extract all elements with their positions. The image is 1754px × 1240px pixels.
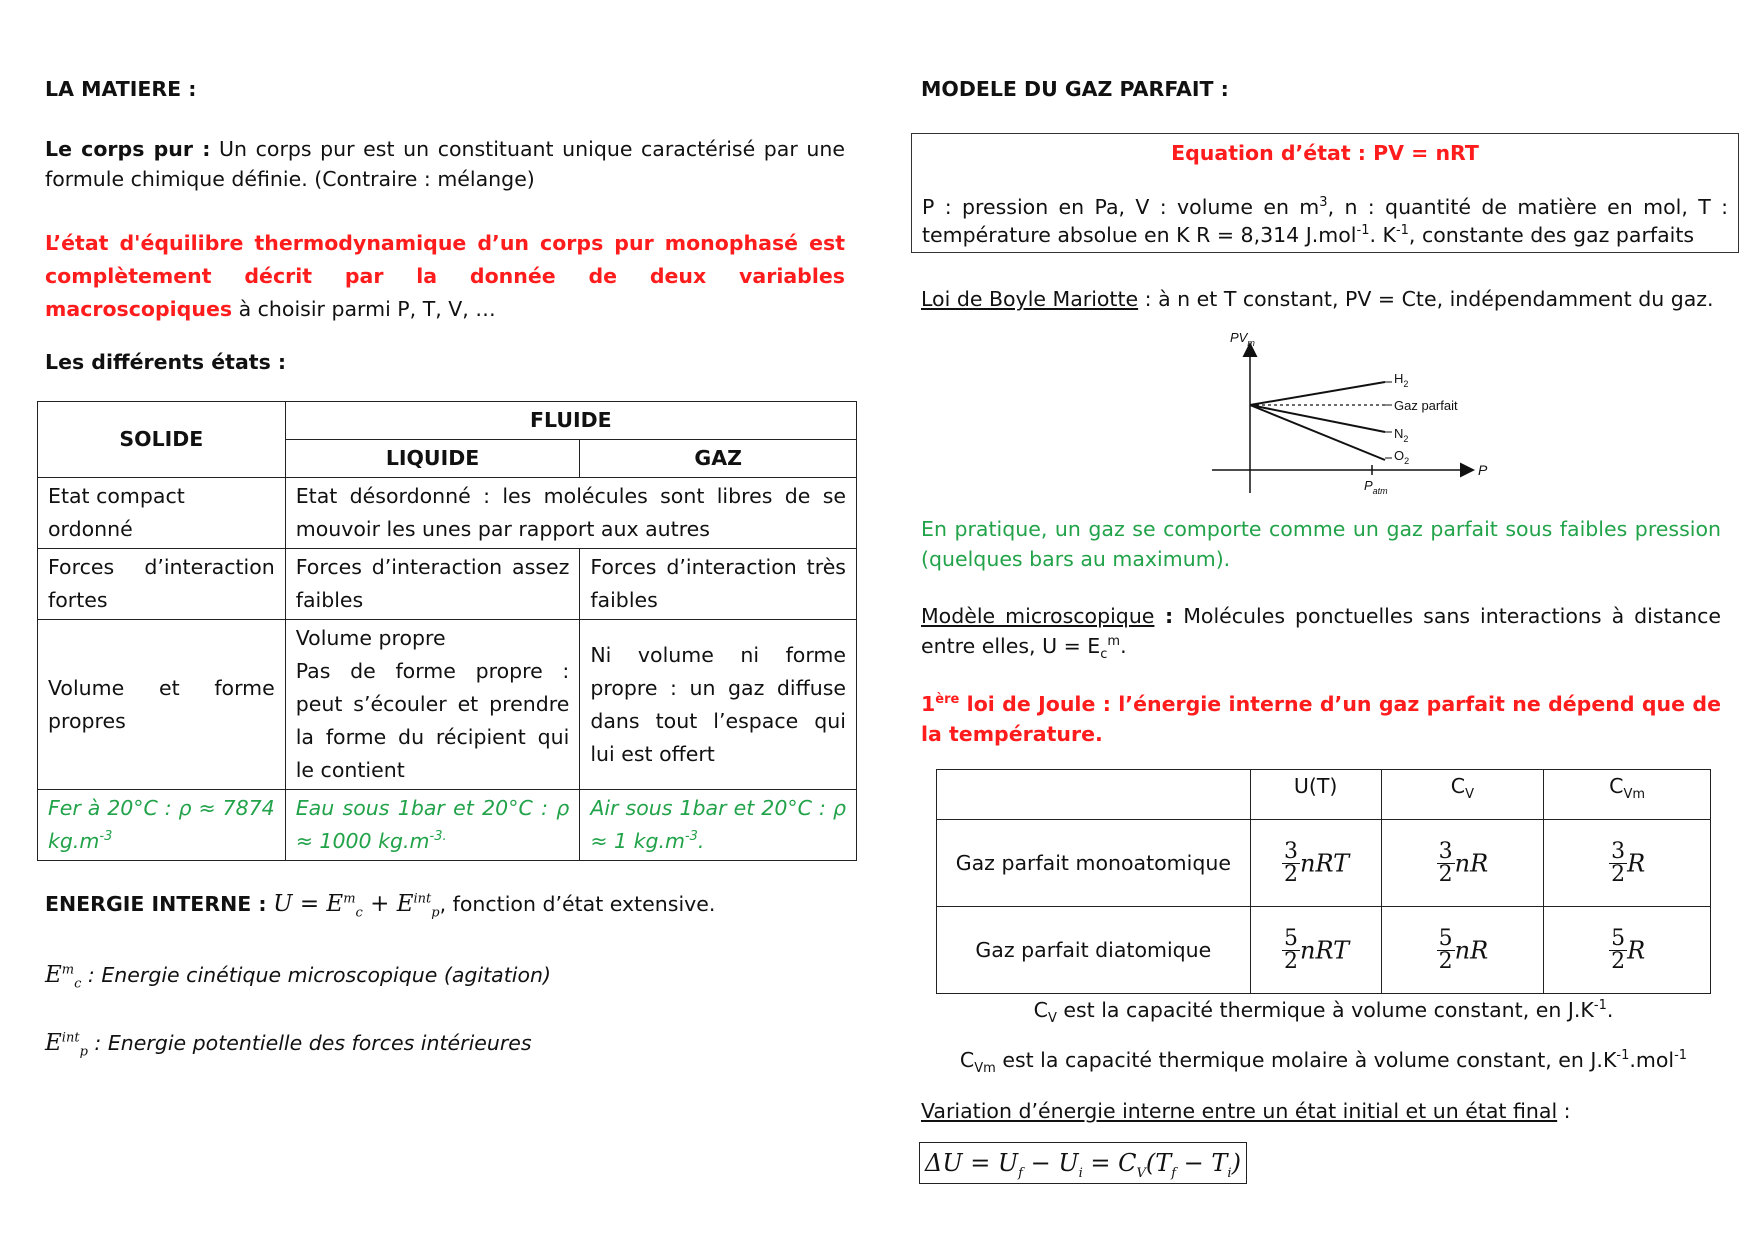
header-liquide: LIQUIDE [285, 440, 580, 478]
box-exp-2: -1 [1395, 223, 1409, 239]
energie-interne-line [45, 889, 715, 919]
box-line-2-c: , constante des gaz parfaits [1408, 223, 1695, 247]
eau-density: Eau sous 1bar et 20°C : ρ ≈ 1000 kg.m [295, 796, 570, 853]
fer-density: Fer à 20°C : ρ ≈ 7874 kg.m [48, 796, 275, 853]
variation-colon: : [1557, 1099, 1571, 1123]
joule-sup: ère [935, 692, 960, 708]
ep-sub-p: p [79, 1044, 88, 1060]
micro-text: Molécules ponctuelles sans interactions à distance entre elles, U = E [921, 604, 1721, 658]
delta-u-formula-box [919, 1142, 1247, 1184]
gas-header-ut: U(T) [1250, 770, 1381, 820]
cell-r3-liquide [285, 620, 580, 790]
cell-r2-solide: Forces d’interaction fortes [38, 549, 286, 620]
du-c: = C [1082, 1149, 1137, 1177]
ec-symbol [45, 962, 82, 992]
du-sub-v: V [1136, 1165, 1146, 1181]
graph-o2-label: $O_2$ [1394, 448, 1410, 466]
cvm-text: est la capacité thermique molaire à volume constant, en J.K [995, 1048, 1617, 1072]
energie-sup-m: m [343, 891, 356, 907]
cell-r2-gaz: Forces d’interaction très faibles [580, 549, 857, 620]
box-line-1 [922, 192, 1728, 222]
ep-line [45, 1028, 532, 1058]
gas-row-mono: Gaz parfait monoatomique [937, 820, 1251, 907]
graph-patm-label: $P_{atm}$ [1364, 478, 1388, 496]
graph-y-label: $PV_m$ [1230, 330, 1255, 348]
boyle-mariotte-graph [1200, 325, 1500, 503]
graph-gp-label: Gaz parfait [1394, 398, 1458, 413]
micro-label: Modèle microscopique [921, 604, 1155, 628]
equation-box [911, 133, 1739, 253]
cvm-c: C [959, 1048, 975, 1072]
ep-symbol [45, 1030, 88, 1060]
gas-header-cv-sub: V [1465, 787, 1474, 803]
boyle-label: Loi de Boyle Mariotte [921, 287, 1139, 311]
cvm-sub: Vm [974, 1061, 996, 1077]
cv-sub: V [1047, 1011, 1057, 1027]
box-m-exp: 3 [1319, 195, 1328, 211]
mono-cv: $\frac{3}{2}$ nR [1381, 820, 1544, 907]
du-close: ) [1231, 1149, 1241, 1177]
energie-sup-int: int [413, 891, 432, 907]
air-density-end: . [697, 829, 705, 853]
ec-line [45, 960, 551, 990]
ep-sup-int: int [61, 1030, 80, 1046]
du-b: − U [1022, 1149, 1079, 1177]
micro-paragraph [921, 601, 1721, 661]
cvm-exp-2: -1 [1674, 1048, 1688, 1064]
micro-colon: : [1154, 604, 1174, 628]
graph-n2-label: $N_2$ [1394, 426, 1409, 444]
joule-num: 1 [921, 692, 936, 716]
gas-header-empty [937, 770, 1251, 820]
cvm-mol: .mol [1629, 1048, 1675, 1072]
cell-r4-solide [38, 790, 286, 861]
equilibre-paragraph [45, 227, 845, 326]
equation-etat: Equation d’état : PV = nRT [1171, 141, 1479, 165]
line-o2 [1250, 405, 1385, 460]
cv-end: . [1606, 998, 1614, 1022]
energie-sub-c: c [355, 905, 363, 921]
micro-end: . [1120, 634, 1127, 658]
energie-title: ENERGIE INTERNE : [45, 892, 267, 916]
equilibre-red-text: L’état d'équilibre thermodynamique d’un corps pur monophasé est complètement décrit par la donnée de deux variables macroscopiques [45, 231, 845, 321]
energie-u-e: U = E [273, 891, 344, 917]
cell-r1-fluide: Etat désordonné : les molécules sont libres de se mouvoir les unes par rapport aux autres [285, 478, 856, 549]
corps-pur-paragraph [45, 134, 845, 194]
ep-e: E [45, 1030, 62, 1056]
cv-definition [936, 995, 1711, 1025]
air-density-exp: -3 [684, 829, 698, 845]
box-line-2 [922, 220, 1728, 250]
boyle-text: : à n et T constant, PV = Cte, indépendamment du gaz. [1138, 287, 1714, 311]
variation-label: Variation d’énergie interne entre un état initial et un état final [921, 1099, 1558, 1123]
gas-header-cv-c: C [1450, 774, 1466, 798]
gas-header-cvm-sub: Vm [1623, 787, 1646, 803]
header-fluide: FLUIDE [285, 402, 856, 440]
ec-e: E [45, 962, 62, 988]
di-cvm: $\frac{5}{2}$ R [1544, 907, 1711, 994]
graph-x-label: P [1478, 462, 1488, 478]
section-title-gaz-parfait: MODELE DU GAZ PARFAIT : [921, 77, 1229, 101]
cell-r3-liquide-line2: Pas de forme propre : peut s’écouler et prendre la forme du récipient qui le contient [295, 659, 570, 782]
du-sub-i: i [1078, 1165, 1083, 1181]
joule-paragraph [921, 689, 1721, 749]
du-d: (T [1145, 1149, 1172, 1177]
equilibre-rest-text: à choisir parmi P, T, V, … [232, 297, 496, 321]
cvm-exp-1: -1 [1616, 1048, 1630, 1064]
cv-c: C [1033, 998, 1048, 1022]
mono-ut: $\frac{3}{2}$ nRT [1250, 820, 1381, 907]
cell-r3-gaz: Ni volume ni forme propre : un gaz diffuse dans tout l’espace qui lui est offert [580, 620, 857, 790]
ec-sup-m: m [61, 962, 75, 978]
fer-density-exp: -3 [99, 829, 113, 845]
box-line-1-b: , n : quantité de matière en mol, T : [1327, 195, 1729, 219]
di-ut: $\frac{5}{2}$ nRT [1250, 907, 1381, 994]
energie-formula [273, 891, 440, 921]
du-sub-i2: i [1227, 1165, 1232, 1181]
box-exp-1: -1 [1356, 223, 1370, 239]
gas-row-di: Gaz parfait diatomique [937, 907, 1251, 994]
states-table [37, 401, 857, 861]
gas-header-cvm [1544, 770, 1711, 820]
eau-density-exp: -3. [429, 829, 447, 845]
pratique-text: En pratique, un gaz se comporte comme un gaz parfait sous faibles pression (quelques bars au maximum). [921, 517, 1721, 571]
gas-capacity-table [936, 769, 1711, 994]
line-n2 [1250, 405, 1385, 432]
energie-sub-p: p [431, 905, 440, 921]
cell-r3-solide: Volume et forme propres [38, 620, 286, 790]
gas-header-cvm-c: C [1609, 774, 1624, 798]
ec-text: : Energie cinétique microscopique (agitation) [81, 963, 551, 987]
section-title-matiere: LA MATIERE : [45, 77, 197, 101]
cv-text: est la capacité thermique à volume constant, en J.K [1056, 998, 1594, 1022]
graph-h2-label: $H_2$ [1394, 371, 1409, 389]
line-h2 [1250, 382, 1385, 405]
cvm-definition [936, 1045, 1711, 1075]
header-gaz: GAZ [580, 440, 857, 478]
air-density: Air sous 1bar et 20°C : ρ ≈ 1 kg.m [590, 796, 846, 853]
cell-r4-gaz [580, 790, 857, 861]
micro-sup: m [1107, 634, 1121, 650]
box-line-2-a: température absolue en K R = 8,314 J.mol [922, 223, 1357, 247]
header-solide: SOLIDE [38, 402, 286, 478]
boyle-line [921, 284, 1714, 314]
cell-r3-liquide-line1: Volume propre [295, 626, 446, 650]
ec-sub-c: c [74, 976, 82, 992]
du-e: − T [1176, 1149, 1228, 1177]
corps-pur-text: Un corps pur est un constituant unique caractérisé par une formule chimique définie. (Contraire : mélange) [45, 137, 845, 191]
ep-text: : Energie potentielle des forces intérieures [87, 1031, 532, 1055]
energie-rest: , fonction d’état extensive. [439, 892, 716, 916]
cell-r4-liquide [285, 790, 580, 861]
joule-text: loi de Joule : l’énergie interne d’un gaz parfait ne dépend que de la température. [921, 692, 1721, 746]
energie-plus-e: + E [362, 891, 414, 917]
cell-r1-solide: Etat compact ordonné [38, 478, 286, 549]
variation-line [921, 1096, 1571, 1126]
cv-exp: -1 [1593, 998, 1607, 1014]
du-sub-f: f [1018, 1165, 1023, 1181]
du-sub-f2: f [1171, 1165, 1177, 1181]
corps-pur-label: Le corps pur : [45, 137, 211, 161]
cell-r2-liquide: Forces d’interaction assez faibles [285, 549, 580, 620]
mono-cvm: $\frac{3}{2}$ R [1544, 820, 1711, 907]
box-line-1-a: P : pression en Pa, V : volume en m [922, 195, 1320, 219]
di-cv: $\frac{5}{2}$ nR [1381, 907, 1544, 994]
du-a: ΔU = U [925, 1149, 1019, 1177]
etats-title: Les différents états : [45, 350, 287, 374]
box-line-2-b: . K [1369, 223, 1396, 247]
gas-header-cv [1381, 770, 1544, 820]
micro-sub: c [1100, 647, 1108, 663]
